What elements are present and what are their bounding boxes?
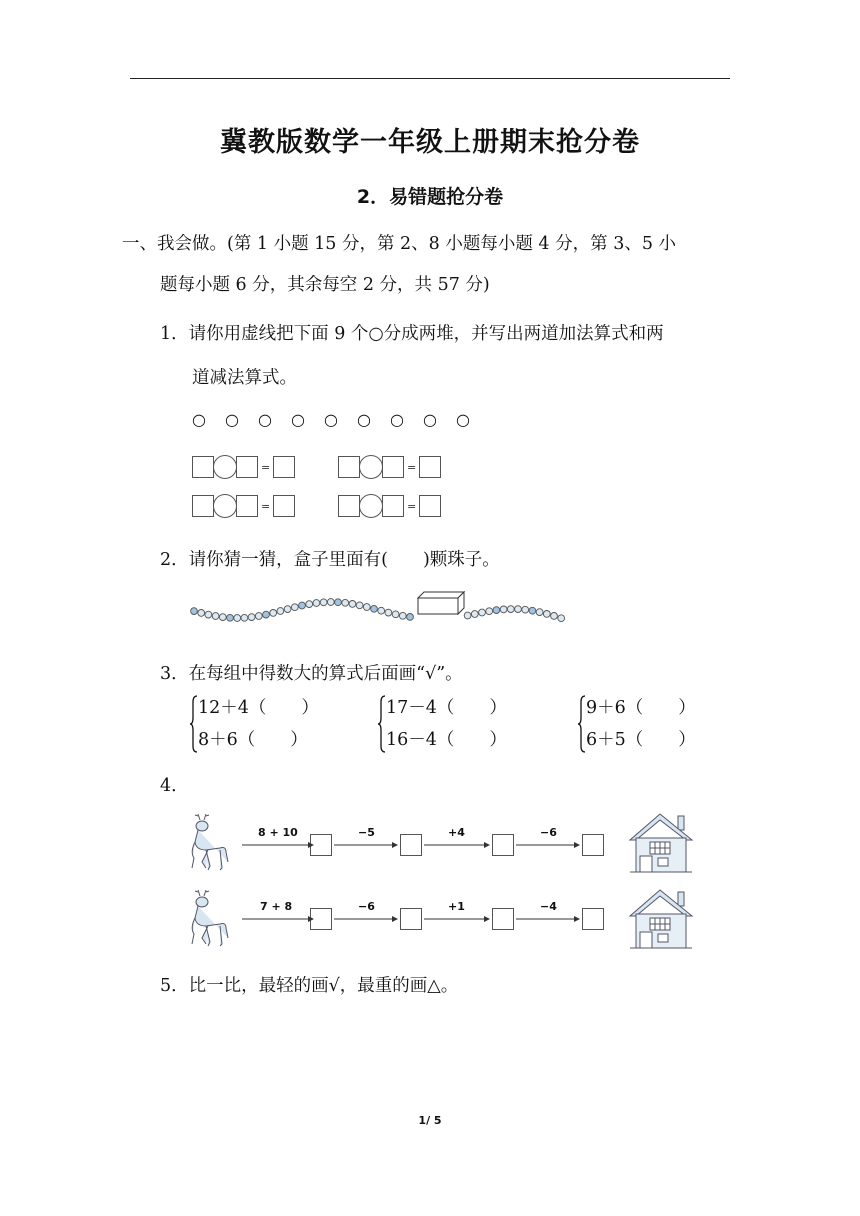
q1-equation-4 [338, 494, 441, 518]
bead [284, 606, 291, 613]
bead [205, 611, 212, 618]
answer-box[interactable] [273, 456, 295, 478]
circle-item: ○ [423, 410, 437, 429]
answer-box[interactable] [582, 834, 604, 856]
q1-equation-3 [192, 494, 295, 518]
bead [399, 612, 406, 619]
circle-item: ○ [225, 410, 239, 429]
q3-expr[interactable]: 8＋6（ ） [198, 730, 308, 750]
q1-text-line1: 1．请你用虚线把下面 9 个○分成两堆，并写出两道加法算式和两 [160, 324, 664, 344]
equals-sign: = [407, 499, 417, 513]
bead [507, 606, 514, 613]
bead [320, 599, 327, 606]
equals-sign: = [261, 499, 271, 513]
bead [371, 605, 378, 612]
circle-item: ○ [192, 410, 206, 429]
op-label: 7 + 8 [260, 900, 293, 913]
bead [356, 602, 363, 609]
answer-box[interactable] [582, 908, 604, 930]
bead [522, 606, 529, 613]
answer-box[interactable] [338, 495, 360, 517]
deer-icon [186, 812, 234, 874]
q3-text: 3．在每组中得数大的算式后面画“√”。 [160, 664, 463, 684]
q1-circles-row [192, 410, 489, 429]
brace-icon [578, 694, 586, 754]
page-number: 1/ 5 [418, 1114, 442, 1127]
bead [270, 610, 277, 617]
q3-expr[interactable]: 9＋6（ ） [586, 698, 696, 718]
q4-row-2 [186, 888, 706, 958]
q3-expr[interactable]: 12＋4（ ） [198, 698, 319, 718]
bead [234, 615, 241, 622]
bead [407, 614, 414, 621]
op-label: −6 [358, 900, 375, 913]
bead [241, 614, 248, 621]
bead [493, 607, 500, 614]
answer-box[interactable] [338, 456, 360, 478]
bead [255, 613, 262, 620]
bead [543, 611, 550, 618]
bead [392, 611, 399, 618]
bead [327, 599, 334, 606]
box-icon [418, 592, 464, 614]
bead [263, 611, 270, 618]
answer-box[interactable] [382, 495, 404, 517]
q4-row-1 [186, 812, 706, 882]
op-label: +1 [448, 900, 465, 913]
bead [486, 608, 493, 615]
q1-equation-2 [338, 455, 441, 479]
equals-sign: = [407, 460, 417, 474]
answer-box[interactable] [382, 456, 404, 478]
circle-item: ○ [291, 410, 305, 429]
section-heading-line2: 题每小题 6 分，其余每空 2 分，共 57 分) [160, 275, 490, 295]
bead [363, 604, 370, 611]
bead [248, 614, 255, 621]
q4-label: 4． [160, 776, 189, 796]
op-label: +4 [448, 826, 465, 839]
q3-expr[interactable]: 16－4（ ） [386, 730, 507, 750]
q3-expr[interactable]: 6＋5（ ） [586, 730, 696, 750]
bead [299, 602, 306, 609]
house-icon [626, 812, 696, 874]
bead [378, 607, 385, 614]
bead [536, 609, 543, 616]
bead [500, 606, 507, 613]
op-label: −5 [358, 826, 375, 839]
op-label: −6 [540, 826, 557, 839]
circle-item: ○ [390, 410, 404, 429]
answer-box[interactable] [419, 495, 441, 517]
bead [191, 608, 198, 615]
q5-text: 5．比一比，最轻的画√，最重的画△。 [160, 976, 459, 996]
page-subtitle: 2．易错题抢分卷 [356, 186, 504, 208]
bead [306, 601, 313, 608]
operator-circle[interactable] [359, 455, 383, 479]
op-label: 8 + 10 [258, 826, 298, 839]
bead [277, 608, 284, 615]
equals-sign: = [261, 460, 271, 474]
arrow-line [242, 840, 582, 850]
bead [479, 609, 486, 616]
q3-group-2 [386, 692, 507, 756]
bead [464, 612, 471, 619]
header-rule [130, 78, 730, 79]
bead [227, 614, 234, 621]
bead [529, 607, 536, 614]
q3-expr[interactable]: 17－4（ ） [386, 698, 507, 718]
q1-equation-1 [192, 455, 295, 479]
bead-string-illustration [190, 588, 570, 638]
page-title: 冀教版数学一年级上册期末抢分卷 [220, 127, 640, 158]
arrow-line [242, 914, 582, 924]
bead [291, 604, 298, 611]
circle-item: ○ [324, 410, 338, 429]
bead [198, 610, 205, 617]
circle-item: ○ [456, 410, 470, 429]
answer-box[interactable] [192, 456, 214, 478]
circle-item: ○ [258, 410, 272, 429]
bead [515, 606, 522, 613]
bead [471, 611, 478, 618]
bead [385, 609, 392, 616]
answer-box[interactable] [236, 456, 258, 478]
answer-box[interactable] [192, 495, 214, 517]
answer-box[interactable] [419, 456, 441, 478]
brace-icon [378, 694, 386, 754]
answer-box[interactable] [273, 495, 295, 517]
operator-circle[interactable] [359, 494, 383, 518]
q2-text: 2．请你猜一猜，盒子里面有( )颗珠子。 [160, 550, 500, 570]
bead [212, 613, 219, 620]
q1-text-line2: 道减法算式。 [192, 368, 297, 388]
deer-icon [186, 888, 234, 950]
circle-item: ○ [357, 410, 371, 429]
bead [313, 600, 320, 607]
operator-circle[interactable] [213, 494, 237, 518]
bead [219, 614, 226, 621]
q3-group-3 [586, 692, 696, 756]
house-icon [626, 888, 696, 950]
answer-box[interactable] [236, 495, 258, 517]
op-label: −4 [540, 900, 557, 913]
bead [335, 599, 342, 606]
section-heading-line1: 一、我会做。(第 1 小题 15 分，第 2、8 小题每小题 4 分，第 3、5 小 [122, 234, 677, 254]
bead [342, 599, 349, 606]
q3-group-1 [198, 692, 319, 756]
bead [558, 615, 565, 622]
bead [551, 613, 558, 620]
operator-circle[interactable] [213, 455, 237, 479]
brace-icon [190, 694, 198, 754]
bead [349, 601, 356, 608]
